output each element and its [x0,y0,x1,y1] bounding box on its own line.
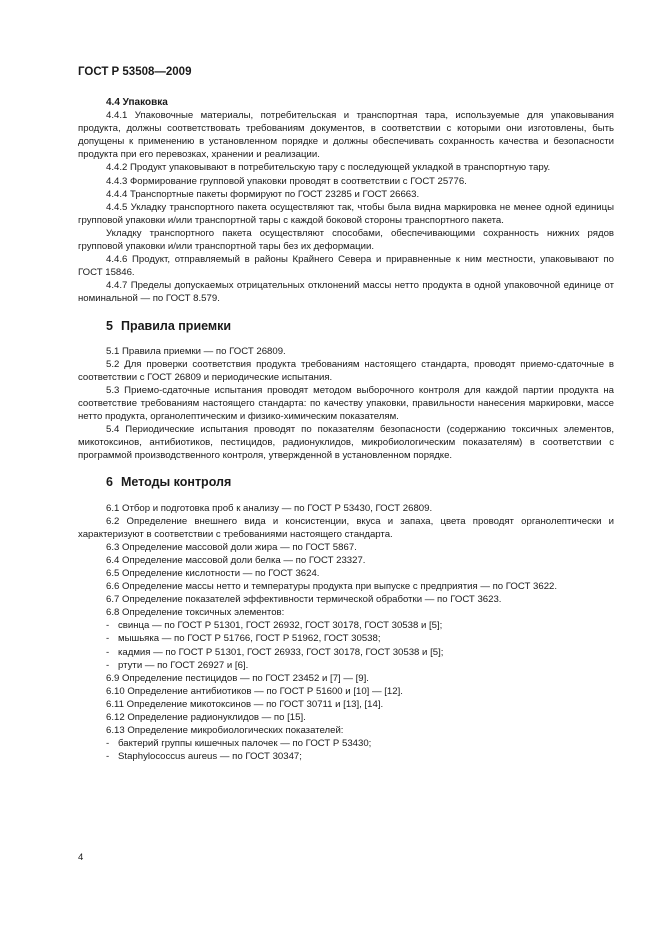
paragraph: 5.4 Периодические испытания проводят по показателям безопасности (содержанию токсичных элементов, микотоксинов, антибиотиков, пестицидов, радионуклидов, микробиологическим показателям) в соответствии с программой производственного контроля, утвержденной в установленном порядке. [78,424,614,462]
paragraph: 6.12 Определение радионуклидов — по [15]. [106,712,306,724]
paragraph: 6.5 Определение кислотности — по ГОСТ 3624. [106,568,320,579]
paragraph: 4.4.1 Упаковочные материалы, потребительская и транспортная тара, используемые для упаковывания продукта, должны соответствовать требованиям документов, в соответствии с которыми они изготовлены, быть допущены к применению в установленном порядке и должны обеспечивать сохранность качества и безопасности продукта при его перевозках, хранении и реализации. [78,110,614,161]
paragraph: 6.3 Определение массовой доли жира — по ГОСТ 5867. [106,541,357,553]
list-item-text: кадмия — по ГОСТ Р 51301, ГОСТ 26933, ГОСТ 30178, ГОСТ 30538 и [5]; [118,646,444,658]
paragraph: 6.7 Определение показателей эффективности термической обработки — по ГОСТ 3623. [106,594,502,606]
section-number: 5 [106,318,113,333]
list-dash: - [106,633,110,645]
page-number: 4 [78,852,84,863]
list-item [78,750,614,763]
paragraph: 6.10 Определение антибиотиков — по ГОСТ Р 51600 и [10] — [12]. [106,685,403,697]
paragraph: 6.1 Отбор и подготовка проб к анализу — по ГОСТ Р 53430, ГОСТ 26809. [106,502,433,514]
section-title [78,320,614,333]
paragraph: 5.2 Для проверки соответствия продукта требованиям настоящего стандарта, проводят приемо-сдаточные в соответствии с ГОСТ 26809 и периодические испытания. [78,358,614,383]
list-dash: - [106,751,110,763]
list-item-text: Staphylococcus aureus — по ГОСТ 30347; [118,751,302,763]
list-item [78,646,614,659]
list-item-text: свинца — по ГОСТ Р 51301, ГОСТ 26932, ГОСТ 30178, ГОСТ 30538 и [5]; [118,620,443,632]
paragraph: 4.4.5 Укладку транспортного пакета осуществляют так, чтобы была видна маркировка не менее одной единицы групповой упаковки и/или транспортной тары с каждой боковой стороны транспортного пакета. [78,201,614,226]
list-item-text: мышьяка — по ГОСТ Р 51766, ГОСТ Р 51962, ГОСТ 30538; [118,633,381,645]
paragraph: 4.4.2 Продукт упаковывают в потребительскую тару с последующей укладкой в транспортную тару. [106,162,551,174]
paragraph: 5.3 Приемо-сдаточные испытания проводят методом выборочного контроля для каждой партии продукта на соответствие требованиям настоящего стандарта: по качеству упаковки, правильности нанесения маркировки, массе нетто продукта, органолептическим и физико-химическим показателям. [78,384,614,423]
list-item-text: ртути — по ГОСТ 26927 и [6]. [118,659,249,671]
section-5 [78,345,614,463]
section-6 [78,502,614,764]
paragraph: 5.1 Правила приемки — по ГОСТ 26809. [106,345,286,357]
paragraph: 4.4.3 Формирование групповой упаковки проводят в соответствии с ГОСТ 25776. [106,175,467,187]
subsection-title: 4.4 Упаковка [106,97,168,108]
paragraph: 6.13 Определение микробиологических показателей: [106,725,344,737]
section-title [78,476,614,489]
list-dash: - [106,659,110,671]
document-header: ГОСТ Р 53508—2009 [78,66,192,78]
section-title-text: Методы контроля [120,475,232,490]
list-dash: - [106,620,110,632]
document-body [78,96,614,763]
paragraph: 6.4 Определение массовой доли белка — по ГОСТ 23327. [106,554,366,566]
section-number: 6 [106,475,113,490]
list-item [78,619,614,632]
paragraph: 6.9 Определение пестицидов — по ГОСТ 23452 и [7] — [9]. [106,672,369,684]
paragraph: 6.2 Определение внешнего вида и консистенции, вкуса и запаха, цвета проводят органолептически и характеризуют в соответствии с требованиями настоящего стандарта. [78,515,614,540]
list-dash: - [106,646,110,658]
section-4-4 [78,96,614,306]
paragraph: Укладку транспортного пакета осуществляют способами, обеспечивающими сохранность нижних рядов групповой упаковки и/или транспортной тары без их деформации. [78,227,614,253]
paragraph: 4.4.6 Продукт, отправляемый в районы Крайнего Севера и приравненные к ним местности, упаковывают по ГОСТ 15846. [78,254,614,279]
paragraph: 6.8 Определение токсичных элементов: [106,607,285,619]
list-item-text: бактерий группы кишечных палочек — по ГОСТ Р 53430; [118,738,372,750]
section-title-text: Правила приемки [120,318,232,333]
list-item [78,632,614,645]
list-item [78,737,614,750]
list-dash: - [106,738,110,750]
list-item [78,659,614,672]
paragraph: 6.6 Определение массы нетто и температуры продукта при выпуске с предприятия — по ГОСТ 3622. [106,581,558,593]
paragraph: 4.4.4 Транспортные пакеты формируют по ГОСТ 23285 и ГОСТ 26663. [106,188,420,200]
paragraph: 6.11 Определение микотоксинов — по ГОСТ 30711 и [13], [14]. [106,698,384,710]
paragraph: 4.4.7 Пределы допускаемых отрицательных отклонений массы нетто продукта в одной упаковочной единице от номинальной — по ГОСТ 8.579. [78,280,614,305]
